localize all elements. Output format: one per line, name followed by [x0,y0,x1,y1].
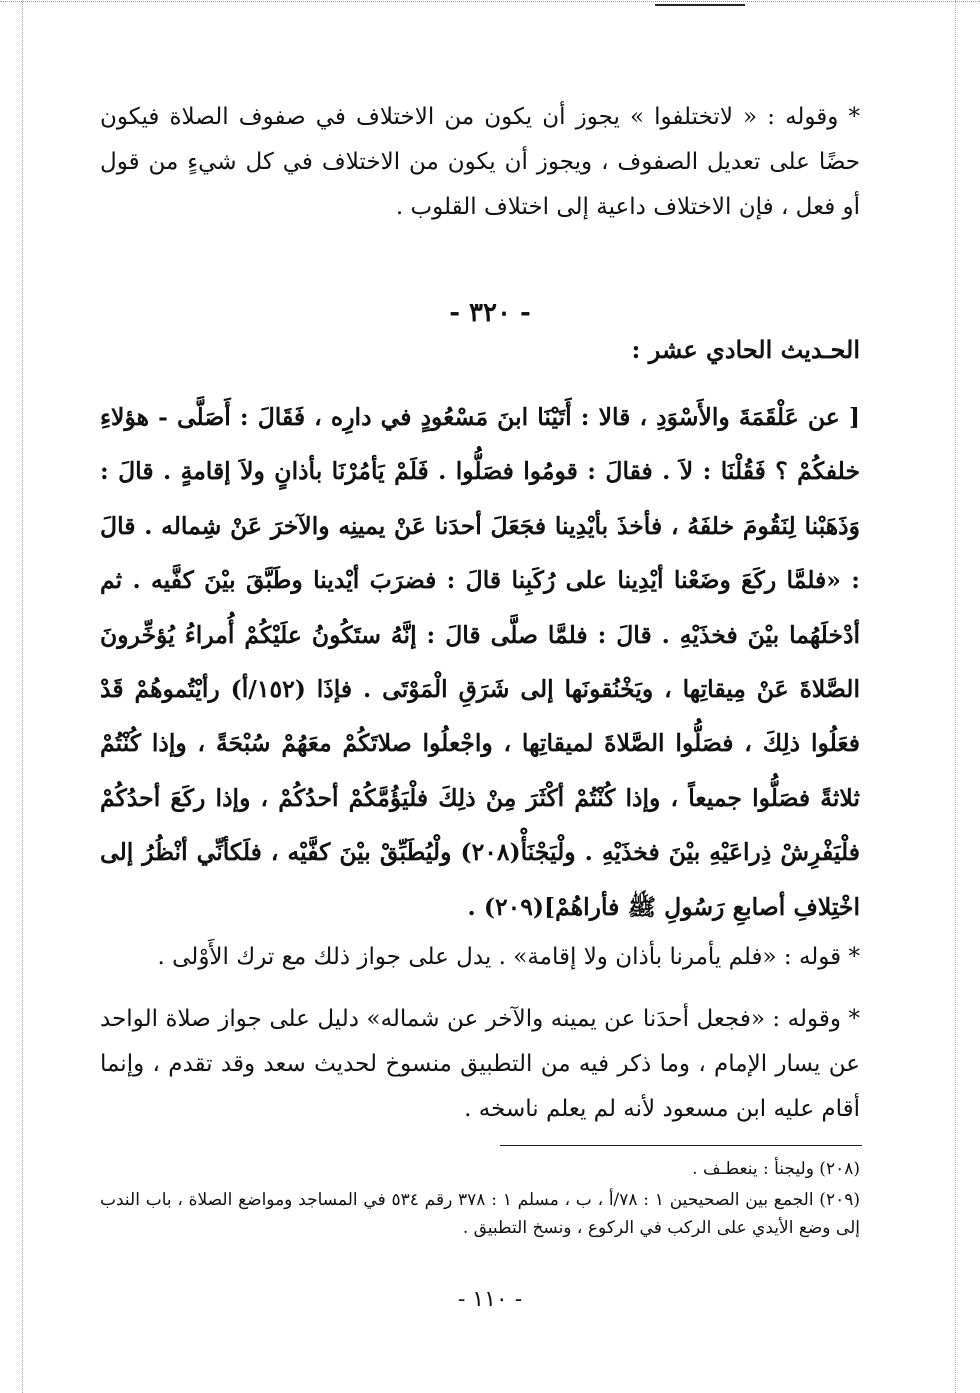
footnote-208: (٢٠٨) وليجنأ : ينعطـف . [692,1159,860,1179]
commentary-paragraph: * وقوله : « لاتختلفوا » يجوز أن يكون من الاختلاف في صفوف الصلاة فيكون حضًا على تعديل الصفوف ، ويجوز أن يكون من الاختلاف في كل شيءٍ من قول أو فعل ، فإن الاختلاف داعية إلى اختلاف القلوب . [100,104,860,220]
note-paragraph-2: * وقوله : «فجعل أحدَنا عن يمينه والآخر عن شماله» دليل على جواز صلاة الواحد عن يسار الإمام ، وما ذكر فيه من التطبيق منسوخ لحديث سعد وقد تقدم ، وإنما أقام عليه ابن مسعود لأنه لم يعلم ناسخه . [100,1006,860,1122]
hadith-number: - ٣٢٠ - [449,298,531,328]
footnote-209: (٢٠٩) الجمع بين الصحيحين ١ : ٧٨/أ ، ب ، مسلم ١ : ٣٧٨ رقم ٥٣٤ في المساجد ومواضع الصلاة ، باب الندب إلى وضع الأيدي على الركب في الركوع ، ونسخ التطبيق . [100,1190,860,1238]
footnote-separator [500,1145,862,1146]
scan-border-left [22,0,23,1393]
page-number: - ١١٠ - [457,1287,523,1312]
scan-border-top [0,1,980,2]
scan-border-right [955,0,956,1393]
hadith-heading: الحـديث الحادي عشر : [631,335,860,364]
note-paragraph-1: * قوله : «فلم يأمرنا بأذان ولا إقامة» . يدل على جواز ذلك مع ترك الأَوْلى . [157,944,860,970]
top-rule-fragment [655,4,745,6]
hadith-text: [ عن عَلْقَمَةَ والأَسْوَدِ ، قالا : أَتَيْنَا ابنَ مَسْعُودٍ في دارِه ، فَقَالَ : أَصَلَّى - هؤلاءِ خلفكُمْ ؟ فَقُلْنَا : لاَ . فقالَ : قومُوا فصَلُّوا . فَلَمْ يَأمُرْنَا بأذانٍ ولاَ إقامةٍ . قالَ : وَذَهَبْنا لِنَقُومَ خلفَهُ ، فأخذَ بأيْدِينا فجَعَلَ أحدَنا عَنْ يمينِه والآخرَ عَنْ شِماله . قالَ : «فلمَّا ركَعَ وضَعْنا أيْدِينا على رُكَبِنا قالَ : فضرَبَ أيْدينا وطَبَّقَ بيْنَ كفَّيه . ثم أدْخلَهُما بيْنَ فخذَيْهِ . قالَ : فلمَّا صلَّى قالَ : إنَّهُ ستَكُونُ علَيْكُمْ أُمراءُ يُؤخِّرونَ الصَّلاةَ عَنْ مِيقاتِها ، ويَخْنُقونَها إلى شَرَقِ الْمَوْتَى . فإذَا (١٥٢/أ) رأيْتُموهُمْ قَدْ فعَلُوا ذلِكَ ، فصَلُّوا الصَّلاةَ لميقاتِها ، واجْعلُوا صلاتَكُمْ معَهُمْ سُبْحَةً ، وإذا كُنْتُمْ ثلاثةً فصَلُّوا جميعاً ، وإذا كُنْتُمْ أكْثَرَ مِنْ ذلِكَ فلْيَؤُمَّكُمْ أحدُكُمْ ، وإذا ركَعَ أحدُكُمْ فلْيَفْرِشْ ذِراعَيْهِ بيْنَ فخذَيْهِ . ولْيَجْنَأْ(٢٠٨) ولْيُطَبِّقْ بيْنَ كفَّيْه ، فلَكأنِّي أنْظُرُ إلى اخْتِلافِ أصابعِ رَسُولِ ﷺ فأراهُمْ](٢٠٩) . [100,403,861,921]
